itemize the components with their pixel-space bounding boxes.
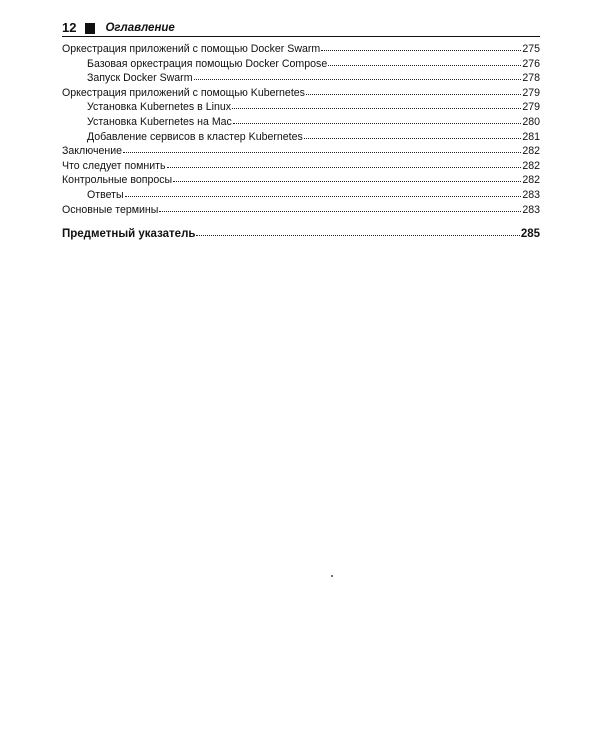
toc-entry-title: Заключение bbox=[62, 145, 123, 158]
toc-entry-page: 283 bbox=[522, 203, 540, 216]
toc-entry bbox=[62, 144, 540, 159]
toc-entry-page: 285 bbox=[520, 228, 540, 241]
toc-dot-leader bbox=[233, 122, 521, 124]
page-header bbox=[62, 19, 540, 37]
toc-dot-leader bbox=[328, 64, 521, 66]
toc-dot-leader bbox=[123, 151, 521, 153]
page-number: 12 bbox=[62, 20, 77, 35]
toc-entry bbox=[62, 173, 540, 188]
toc-entry-title: Ответы bbox=[87, 188, 124, 201]
toc-dot-leader bbox=[194, 78, 522, 80]
toc-dot-leader bbox=[173, 180, 521, 182]
toc-entry bbox=[62, 188, 540, 203]
toc-entry bbox=[62, 130, 540, 145]
toc-entry bbox=[62, 203, 540, 218]
toc-entry bbox=[62, 71, 540, 86]
table-of-contents bbox=[62, 42, 540, 242]
toc-dot-leader bbox=[306, 93, 521, 95]
toc-entry-page: 282 bbox=[522, 145, 540, 158]
toc-entry bbox=[62, 57, 540, 72]
toc-entry-title: Базовая оркестрация помощью Docker Compose bbox=[87, 57, 328, 70]
toc-entry-title: Основные термины bbox=[62, 203, 159, 216]
toc-entry-title: Установка Kubernetes в Linux bbox=[87, 101, 232, 114]
toc-entry-page: 279 bbox=[522, 101, 540, 114]
toc-entry-title: Добавление сервисов в кластер Kubernetes bbox=[87, 130, 303, 143]
toc-entry-page: 279 bbox=[522, 86, 540, 99]
toc-entry-page: 275 bbox=[522, 43, 540, 55]
toc-entry bbox=[62, 42, 540, 57]
toc-entry-title: Что следует помнить bbox=[62, 159, 166, 172]
toc-entry-page: 280 bbox=[522, 115, 540, 128]
toc-entry-page: 281 bbox=[522, 130, 540, 143]
toc-entry-page: 276 bbox=[522, 57, 540, 70]
toc-dot-leader bbox=[321, 49, 521, 51]
toc-entry-page: 278 bbox=[522, 72, 540, 85]
toc-dot-leader bbox=[159, 210, 521, 212]
toc-entry-index bbox=[62, 226, 540, 242]
toc-entry-title: Оркестрация приложений с помощью Docker Swarm bbox=[62, 43, 321, 55]
header-rule bbox=[62, 36, 540, 37]
toc-dot-leader bbox=[304, 137, 522, 139]
scan-speck bbox=[331, 575, 333, 577]
toc-entry-title: Контрольные вопросы bbox=[62, 174, 173, 187]
toc-entry bbox=[62, 100, 540, 115]
toc-dot-leader bbox=[196, 234, 519, 236]
toc-entry-title: Запуск Docker Swarm bbox=[87, 72, 193, 85]
toc-entry-title: Оркестрация приложений с помощью Kubernetes bbox=[62, 86, 305, 99]
toc-entry-title: Установка Kubernetes на Mac bbox=[87, 115, 232, 128]
toc-entry bbox=[62, 115, 540, 130]
toc-entry bbox=[62, 86, 540, 101]
toc-entry-page: 282 bbox=[522, 174, 540, 187]
toc-dot-leader bbox=[232, 107, 521, 109]
toc-entry-page: 282 bbox=[522, 159, 540, 172]
toc-entry-page: 283 bbox=[522, 188, 540, 201]
black-square-icon bbox=[85, 23, 95, 34]
toc-entry-title: Предметный указатель bbox=[62, 228, 196, 241]
toc-dot-leader bbox=[167, 166, 522, 168]
running-title: Оглавление bbox=[105, 22, 175, 34]
toc-entry bbox=[62, 159, 540, 174]
toc-dot-leader bbox=[125, 195, 522, 197]
